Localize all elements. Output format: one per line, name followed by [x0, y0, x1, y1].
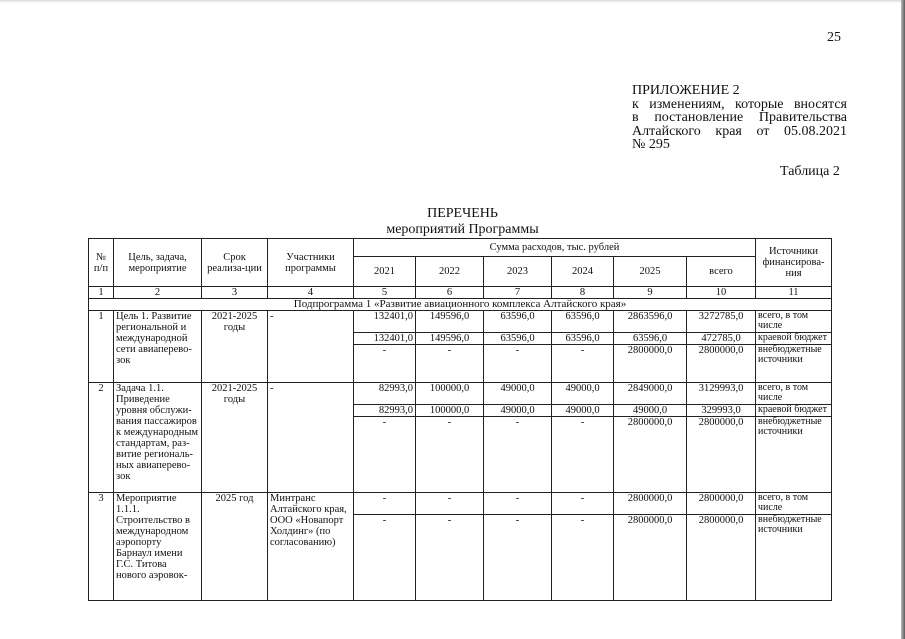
value-cell: 49000,0 — [552, 383, 614, 405]
table-row — [89, 493, 832, 515]
column-number: 6 — [416, 287, 484, 299]
subprogram-title: Подпрограмма 1 «Развитие авиационного комплекса Алтайского края» — [89, 299, 832, 311]
value-cell: 2800000,0 — [614, 493, 687, 515]
value-cell: - — [484, 493, 552, 515]
source-cell: внебюджетные источники — [756, 417, 832, 493]
scan-edge-right — [901, 0, 905, 639]
value-cell: 2849000,0 — [614, 383, 687, 405]
value-cell: 3272785,0 — [687, 311, 756, 333]
value-cell: 100000,0 — [416, 405, 484, 417]
table-label: Таблица 2 — [780, 164, 840, 179]
title-line: ПЕРЕЧЕНЬ — [427, 206, 498, 221]
row-participants: - — [268, 383, 354, 493]
appendix-line: Алтайского края от 05.08.2021 — [632, 123, 847, 139]
column-number: 7 — [484, 287, 552, 299]
scan-edge-top — [0, 0, 905, 3]
header-participants: Участники программы — [268, 239, 354, 287]
appendix-line: в постановление Правительства — [632, 110, 847, 125]
value-cell: - — [484, 417, 552, 493]
value-cell: 2800000,0 — [687, 345, 756, 383]
value-cell: 63596,0 — [484, 333, 552, 345]
value-cell: 49000,0 — [614, 405, 687, 417]
value-cell: 132401,0 — [354, 333, 416, 345]
page-number: 25 — [827, 30, 841, 45]
value-cell: - — [484, 515, 552, 601]
header-sources: Источники финансирова-ния — [756, 239, 832, 287]
row-name: Мероприятие 1.1.1. Строительство в международном аэропорту Барнаул имени Г.С. Титова нового аэровок- — [114, 493, 202, 601]
header-year: 2025 — [614, 257, 687, 287]
value-cell: 2800000,0 — [687, 493, 756, 515]
value-cell: 63596,0 — [484, 311, 552, 333]
value-cell: 149596,0 — [416, 333, 484, 345]
source-cell: внебюджетные источники — [756, 345, 832, 383]
value-cell: 3129993,0 — [687, 383, 756, 405]
value-cell: 49000,0 — [484, 405, 552, 417]
value-cell: - — [552, 345, 614, 383]
header-num: № п/п — [89, 239, 114, 287]
source-cell: краевой бюджет — [756, 333, 832, 345]
appendix-line: № 295 — [632, 137, 670, 152]
table-row — [89, 311, 832, 333]
header-total: всего — [687, 257, 756, 287]
source-cell: всего, в том числе — [756, 311, 832, 333]
value-cell: 63596,0 — [552, 311, 614, 333]
value-cell: - — [354, 515, 416, 601]
value-cell: - — [416, 515, 484, 601]
table-row — [89, 383, 832, 405]
header-sum: Сумма расходов, тыс. рублей — [354, 239, 756, 257]
source-cell: краевой бюджет — [756, 405, 832, 417]
value-cell: 132401,0 — [354, 311, 416, 333]
row-term: 2021-2025 годы — [202, 311, 268, 383]
row-participants: Минтранс Алтайского края, ООО «Новапорт Холдинг» (по согласованию) — [268, 493, 354, 601]
value-cell: 2800000,0 — [687, 417, 756, 493]
column-number: 3 — [202, 287, 268, 299]
row-name: Задача 1.1. Приведение уровня обслужи-вания пассажиров к международным стандартам, раз-витие региональ-ных авиаперево-зок — [114, 383, 202, 493]
value-cell: 63596,0 — [552, 333, 614, 345]
document-title — [300, 206, 625, 238]
value-cell: - — [552, 417, 614, 493]
appendix-line: к изменениям, которые вносятся — [632, 96, 847, 112]
value-cell: 149596,0 — [416, 311, 484, 333]
header-term: Срок реализа-ции — [202, 239, 268, 287]
column-number: 8 — [552, 287, 614, 299]
header-row — [89, 239, 832, 257]
value-cell: - — [552, 493, 614, 515]
value-cell: - — [484, 345, 552, 383]
header-goal: Цель, задача, мероприятие — [114, 239, 202, 287]
appendix-header — [632, 84, 847, 152]
column-number: 5 — [354, 287, 416, 299]
value-cell: 63596,0 — [614, 333, 687, 345]
source-cell: всего, в том числе — [756, 493, 832, 515]
value-cell: - — [354, 417, 416, 493]
value-cell: 82993,0 — [354, 405, 416, 417]
measures-table — [88, 238, 832, 601]
value-cell: - — [354, 345, 416, 383]
value-cell: 2863596,0 — [614, 311, 687, 333]
value-cell: 472785,0 — [687, 333, 756, 345]
subprogram-row — [89, 299, 832, 311]
value-cell: 2800000,0 — [614, 417, 687, 493]
value-cell: 49000,0 — [552, 405, 614, 417]
header-year: 2021 — [354, 257, 416, 287]
row-number: 3 — [89, 493, 114, 601]
value-cell: 82993,0 — [354, 383, 416, 405]
column-number-row — [89, 287, 832, 299]
header-year: 2022 — [416, 257, 484, 287]
value-cell: - — [416, 345, 484, 383]
row-term: 2025 год — [202, 493, 268, 601]
column-number: 4 — [268, 287, 354, 299]
value-cell: 2800000,0 — [614, 345, 687, 383]
column-number: 1 — [89, 287, 114, 299]
value-cell: - — [416, 493, 484, 515]
column-number: 11 — [756, 287, 832, 299]
header-year: 2023 — [484, 257, 552, 287]
value-cell: 100000,0 — [416, 383, 484, 405]
appendix-title: ПРИЛОЖЕНИЕ 2 — [632, 83, 740, 98]
row-name: Цель 1. Развитие региональной и международной сети авиаперево-зок — [114, 311, 202, 383]
value-cell: - — [552, 515, 614, 601]
column-number: 9 — [614, 287, 687, 299]
value-cell: 49000,0 — [484, 383, 552, 405]
value-cell: 2800000,0 — [687, 515, 756, 601]
row-participants: - — [268, 311, 354, 383]
value-cell: - — [416, 417, 484, 493]
header-year: 2024 — [552, 257, 614, 287]
source-cell: внебюджетные источники — [756, 515, 832, 601]
column-number: 10 — [687, 287, 756, 299]
value-cell: 2800000,0 — [614, 515, 687, 601]
source-cell: всего, в том числе — [756, 383, 832, 405]
row-term: 2021-2025 годы — [202, 383, 268, 493]
value-cell: - — [354, 493, 416, 515]
title-line: мероприятий Программы — [386, 222, 539, 237]
column-number: 2 — [114, 287, 202, 299]
row-number: 2 — [89, 383, 114, 493]
row-number: 1 — [89, 311, 114, 383]
value-cell: 329993,0 — [687, 405, 756, 417]
